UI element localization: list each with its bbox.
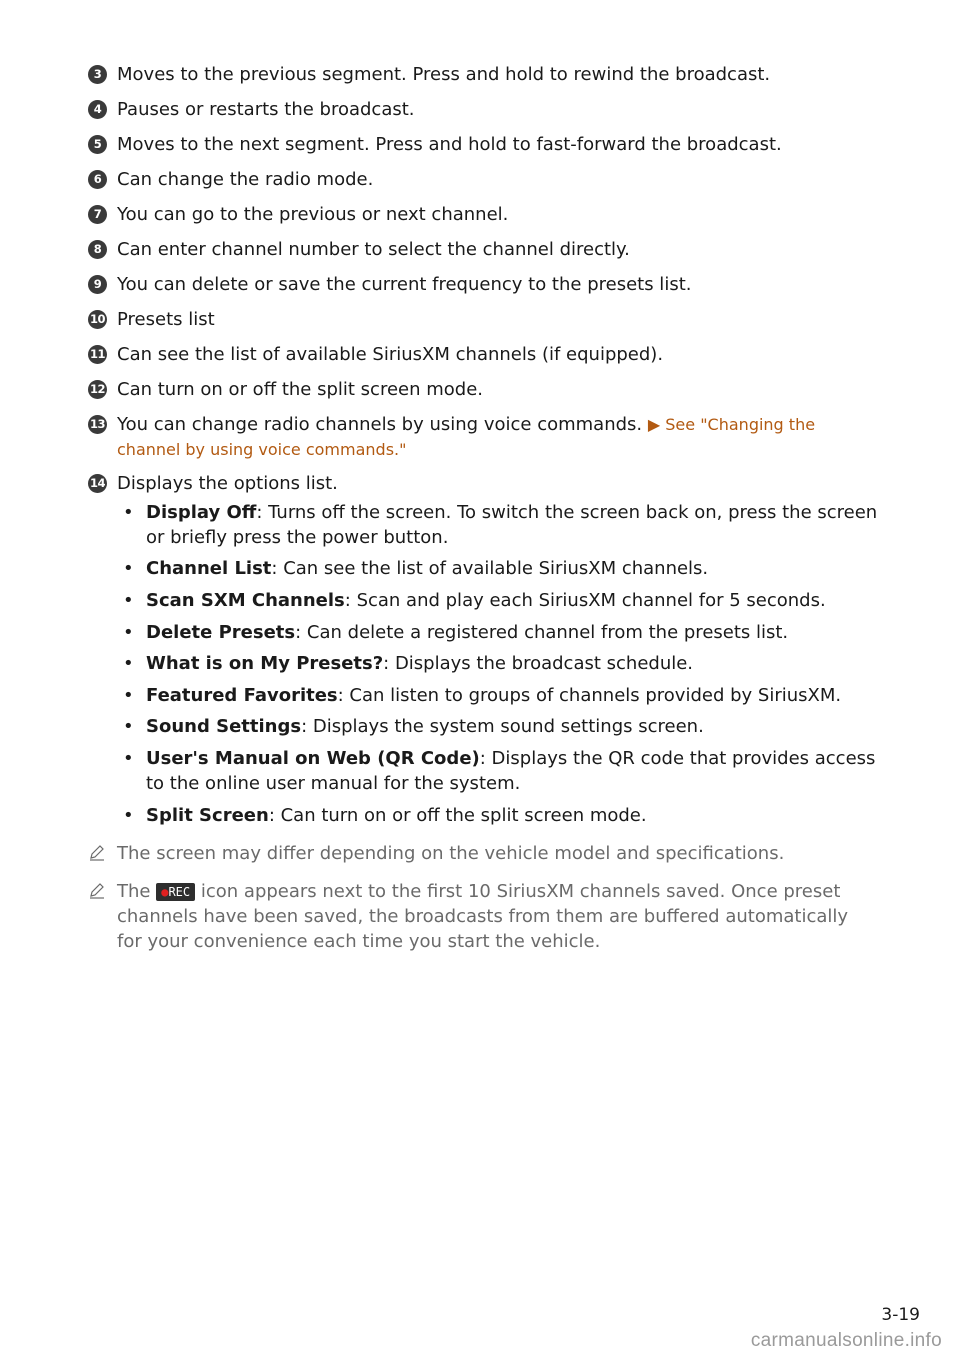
cross-reference-link[interactable]: ▶ See "Changing the channel by using voice commands." xyxy=(117,415,816,459)
bullet-icon: • xyxy=(123,805,134,826)
option-desc: : Turns off the screen. To switch the screen back on, press the screen or briefly press the power button. xyxy=(146,502,878,548)
item-number-badge: 13 xyxy=(88,415,107,434)
item-text: Can see the list of available SiriusXM channels (if equipped). xyxy=(117,344,664,365)
option-term: Split Screen xyxy=(146,805,269,826)
bullet-icon: • xyxy=(123,716,134,737)
bullet-icon: • xyxy=(123,502,134,523)
bullet-icon: • xyxy=(123,685,134,706)
item-text: Displays the options list. xyxy=(117,473,338,494)
option-desc: : Displays the QR code that provides access to the online user manual for the system. xyxy=(146,748,876,794)
pencil-icon xyxy=(88,844,106,862)
option-desc: : Displays the broadcast schedule. xyxy=(383,653,694,674)
bullet-icon: • xyxy=(123,590,134,611)
option-term: What is on My Presets? xyxy=(146,653,384,674)
bullet-icon: • xyxy=(123,622,134,643)
option-term: Featured Favorites xyxy=(146,685,338,706)
note-text xyxy=(117,879,877,954)
option-desc: : Can turn on or off the split screen mode. xyxy=(268,805,647,826)
rec-icon xyxy=(156,883,195,901)
item-text: Can change the radio mode. xyxy=(117,169,374,190)
item-number-badge: 5 xyxy=(88,135,107,154)
item-number-badge: 4 xyxy=(88,100,107,119)
item-number-badge: 8 xyxy=(88,240,107,259)
item-text: You can delete or save the current frequency to the presets list. xyxy=(117,274,692,295)
item-number-badge: 3 xyxy=(88,65,107,84)
item-text xyxy=(117,412,877,462)
record-dot-icon: ● xyxy=(161,885,169,899)
rec-label: REC xyxy=(168,885,191,899)
item-text: Presets list xyxy=(117,309,215,330)
option-term: Delete Presets xyxy=(146,622,296,643)
item-text: Can enter channel number to select the channel directly. xyxy=(117,239,630,260)
option-desc: : Displays the system sound settings screen. xyxy=(301,716,704,737)
item-text: You can go to the previous or next channel. xyxy=(117,204,509,225)
pencil-icon xyxy=(88,882,106,900)
item-number-badge: 6 xyxy=(88,170,107,189)
item-number-badge: 12 xyxy=(88,380,107,399)
option-term: Scan SXM Channels xyxy=(146,590,345,611)
option-desc: : Can delete a registered channel from the presets list. xyxy=(295,622,789,643)
item-number-badge: 14 xyxy=(88,474,107,493)
option-term: Display Off xyxy=(146,502,257,523)
bullet-icon: • xyxy=(123,748,134,769)
item-text: Moves to the previous segment. Press and hold to rewind the broadcast. xyxy=(117,64,771,85)
item-number-badge: 7 xyxy=(88,205,107,224)
option-term: User's Manual on Web (QR Code) xyxy=(146,748,480,769)
item-text: Moves to the next segment. Press and hold to fast-forward the broadcast. xyxy=(117,134,782,155)
note-text-end: icon appears next to the first 10 SiriusXM channels saved. Once preset channels have been saved, the broadcasts from them are buffered automatically for your convenience each time you start the vehicle. xyxy=(117,881,849,952)
item-number-badge: 9 xyxy=(88,275,107,294)
option-term: Sound Settings xyxy=(146,716,302,737)
item-text-main: You can change radio channels by using voice commands. xyxy=(117,414,643,435)
item-text: Can turn on or off the split screen mode. xyxy=(117,379,483,400)
item-text: Pauses or restarts the broadcast. xyxy=(117,99,415,120)
watermark: carmanualsonline.info xyxy=(750,1330,942,1351)
option-desc: : Can see the list of available SiriusXM channels. xyxy=(271,558,709,579)
bullet-icon: • xyxy=(123,558,134,579)
option-term: Channel List xyxy=(146,558,272,579)
option-desc: : Can listen to groups of channels provided by SiriusXM. xyxy=(337,685,842,706)
item-number-badge: 10 xyxy=(88,310,107,329)
page-number: 3-19 xyxy=(881,1305,920,1325)
note-text-start: The xyxy=(117,881,151,902)
option-desc: : Scan and play each SiriusXM channel for 5 seconds. xyxy=(344,590,826,611)
item-number-badge: 11 xyxy=(88,345,107,364)
bullet-icon: • xyxy=(123,653,134,674)
note-text: The screen may differ depending on the vehicle model and specifications. xyxy=(117,843,785,864)
